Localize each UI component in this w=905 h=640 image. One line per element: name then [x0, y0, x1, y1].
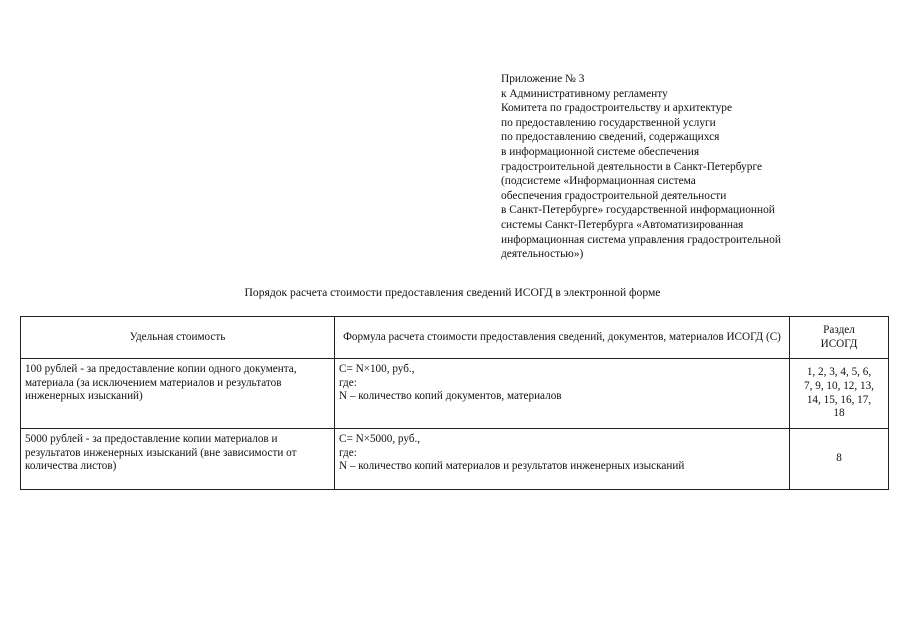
appendix-line: обеспечения градостроительной деятельности: [501, 189, 727, 202]
formula-line: где:: [339, 446, 357, 459]
appendix-line: информационная система управления градостроительной: [501, 233, 781, 246]
section-line: 7, 9, 10, 12, 13,: [804, 379, 874, 392]
formula-line: N – количество копий материалов и результатов инженерных изысканий: [339, 460, 685, 473]
pricing-table: [20, 316, 889, 490]
appendix-line: по предоставлению сведений, содержащихся: [501, 131, 720, 144]
appendix-line: градостроительной деятельности в Санкт-Петербурге: [501, 160, 763, 173]
formula-cell: [335, 359, 790, 429]
header-cost: Удельная стоимость: [21, 317, 335, 359]
table-row: [21, 359, 889, 429]
table-header-row: [21, 317, 889, 359]
cost-cell: 100 рублей - за предоставление копии одного документа, материала (за исключением материалов и результатов инженерных изысканий): [21, 359, 335, 429]
appendix-line: к Административному регламенту: [501, 87, 668, 100]
header-section-line: ИСОГД: [820, 337, 858, 350]
formula-line: С= N×100, руб.,: [339, 363, 415, 375]
formula-line: N – количество копий документов, материалов: [339, 390, 562, 403]
section-cell: [790, 359, 889, 429]
section-cell: 8: [790, 429, 889, 490]
formula-line: где:: [339, 376, 357, 389]
section-line: 18: [833, 407, 845, 420]
header-section: [790, 317, 889, 359]
cost-cell: 5000 рублей - за предоставление копии материалов и результатов инженерных изысканий (вне зависимости от количества листов): [21, 429, 335, 490]
section-line: 14, 15, 16, 17,: [806, 393, 872, 406]
header-section-line: Раздел: [823, 323, 855, 336]
formula-cell: [335, 429, 790, 490]
appendix-line: Приложение № 3: [501, 73, 585, 85]
document-title: Порядок расчета стоимости предоставления сведений ИСОГД в электронной форме: [244, 286, 661, 299]
appendix-line: (подсистеме «Информационная система: [501, 175, 696, 188]
appendix-line: по предоставлению государственной услуги: [501, 116, 716, 129]
section-line: 1, 2, 3, 4, 5, 6,: [806, 366, 872, 379]
appendix-line: деятельностью»): [501, 248, 584, 261]
appendix-line: системы Санкт-Петербурга «Автоматизированная: [501, 218, 744, 231]
table-row: [21, 429, 889, 490]
formula-line: С= N×5000, руб.,: [339, 433, 421, 445]
appendix-line: в информационной системе обеспечения: [501, 145, 700, 158]
appendix-block: [501, 72, 891, 262]
appendix-line: Комитета по градостроительству и архитектуре: [501, 102, 733, 115]
header-formula: Формула расчета стоимости предоставления сведений, документов, материалов ИСОГД (С): [335, 317, 790, 359]
appendix-line: в Санкт-Петербурге» государственной информационной: [501, 204, 775, 217]
